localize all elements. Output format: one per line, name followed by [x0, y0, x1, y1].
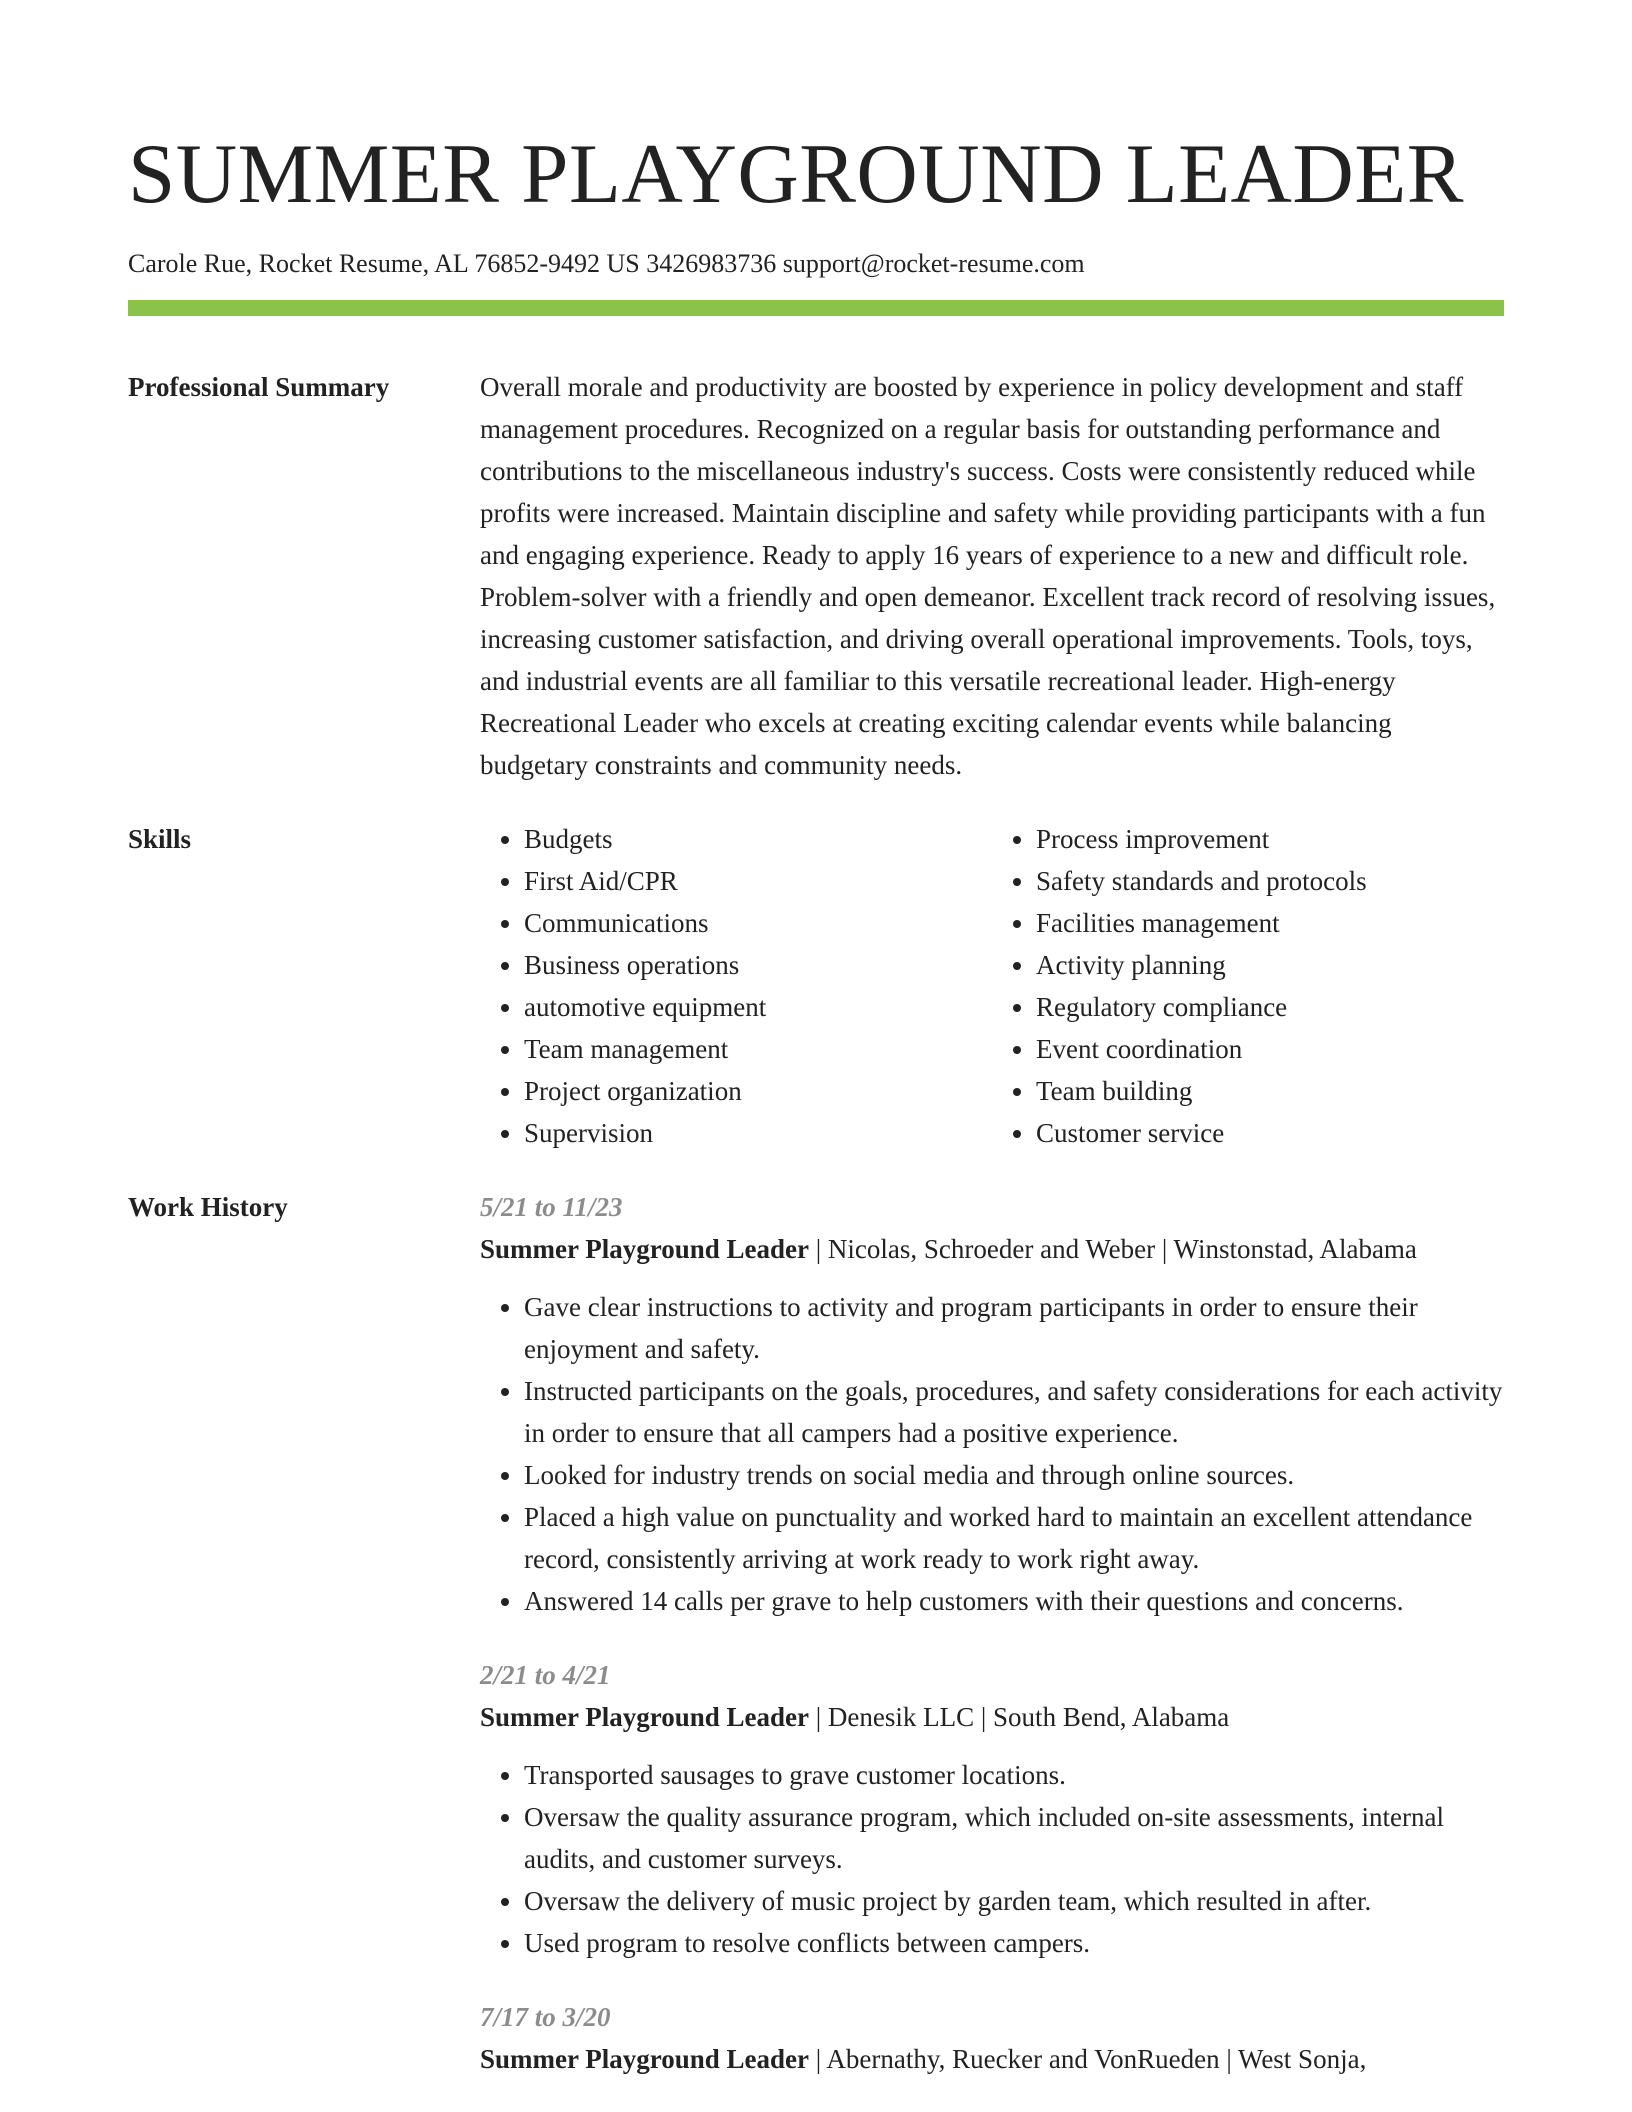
skills-list-left: [480, 818, 992, 1154]
work-history-section: [128, 1186, 1504, 2080]
skill-item: • Supervision: [524, 1112, 992, 1154]
contact-info: Carole Rue, Rocket Resume, AL 76852-9492 US 3426983736 support@rocket-resume.com: [128, 249, 1085, 278]
jobs-list: [480, 1186, 1504, 2080]
skill-item: • First Aid/CPR: [524, 860, 992, 902]
section-heading: Skills: [128, 824, 192, 854]
header-divider: [128, 300, 1504, 316]
job-bullet: • Instructed participants on the goals, procedures, and safety considerations for each activity in order to ensure that all campers had a positive experience.: [524, 1370, 1504, 1454]
job-details: | Denesik LLC | South Bend, Alabama: [809, 1702, 1230, 1732]
skill-item: • automotive equipment: [524, 986, 992, 1028]
job-header: [480, 2038, 1504, 2080]
job-bullet: • Transported sausages to grave customer locations.: [524, 1754, 1504, 1796]
summary-text: Overall morale and productivity are boosted by experience in policy development and staff management procedures. Recognized on a regular basis for outstanding performance and contributions to the miscellaneous industry's success. Costs were consistently reduced while profits were increased. Maintain discipline and safety while providing participants with a fun and engaging experience. Ready to apply 16 years of experience to a new and difficult role. Problem-solver with a friendly and open demeanor. Excellent track record of resolving issues, increasing customer satisfaction, and driving overall operational improvements. Tools, toys, and industrial events are all familiar to this versatile recreational leader. High-energy Recreational Leader who excels at creating exciting calendar events while balancing budgetary constraints and community needs.: [480, 372, 1496, 780]
job-details: | Abernathy, Ruecker and VonRueden | West Sonja,: [809, 2044, 1367, 2074]
job-bullet: • Placed a high value on punctuality and worked hard to maintain an excellent attendance record, consistently arriving at work ready to work right away.: [524, 1496, 1504, 1580]
job-dates: 5/21 to 11/23: [480, 1192, 623, 1222]
job-bullet: • Looked for industry trends on social media and through online sources.: [524, 1454, 1504, 1496]
job-dates: 7/17 to 3/20: [480, 2002, 611, 2032]
job-dates: 2/21 to 4/21: [480, 1660, 611, 1690]
skill-item: • Customer service: [1036, 1112, 1504, 1154]
job-bullet: • Used program to resolve conflicts between campers.: [524, 1922, 1504, 1964]
skill-item: • Team management: [524, 1028, 992, 1070]
skills-section: [128, 818, 1504, 1154]
job-title: Summer Playground Leader: [480, 2044, 810, 2074]
job-header: [480, 1696, 1504, 1738]
job-header: [480, 1228, 1504, 1270]
skill-item: • Activity planning: [1036, 944, 1504, 986]
job-entry: [480, 1996, 1504, 2080]
skill-item: • Team building: [1036, 1070, 1504, 1112]
resume-name: SUMMER PLAYGROUND LEADER: [128, 127, 1464, 221]
skill-item: • Facilities management: [1036, 902, 1504, 944]
professional-summary-section: [128, 366, 1504, 786]
section-heading: Work History: [128, 1192, 288, 1222]
skill-item: • Event coordination: [1036, 1028, 1504, 1070]
job-title: Summer Playground Leader: [480, 1234, 810, 1264]
job-bullet: • Answered 14 calls per grave to help customers with their questions and concerns.: [524, 1580, 1504, 1622]
job-bullets: [480, 1754, 1504, 1964]
job-details: | Nicolas, Schroeder and Weber | Winstonstad, Alabama: [809, 1234, 1417, 1264]
skill-item: • Communications: [524, 902, 992, 944]
skill-item: • Regulatory compliance: [1036, 986, 1504, 1028]
skill-item: • Safety standards and protocols: [1036, 860, 1504, 902]
skill-item: • Budgets: [524, 818, 992, 860]
job-bullet: • Gave clear instructions to activity and program participants in order to ensure their enjoyment and safety.: [524, 1286, 1504, 1370]
resume-page: [128, 0, 1504, 2080]
skill-item: • Project organization: [524, 1070, 992, 1112]
skills-list-right: [992, 818, 1504, 1154]
skill-item: • Business operations: [524, 944, 992, 986]
job-entry: [480, 1654, 1504, 1964]
skill-item: • Process improvement: [1036, 818, 1504, 860]
job-title: Summer Playground Leader: [480, 1702, 810, 1732]
job-bullets: [480, 1286, 1504, 1622]
job-bullet: • Oversaw the quality assurance program, which included on-site assessments, internal audits, and customer surveys.: [524, 1796, 1504, 1880]
section-heading: Professional Summary: [128, 372, 390, 402]
job-bullet: • Oversaw the delivery of music project by garden team, which resulted in after.: [524, 1880, 1504, 1922]
job-entry: [480, 1186, 1504, 1622]
